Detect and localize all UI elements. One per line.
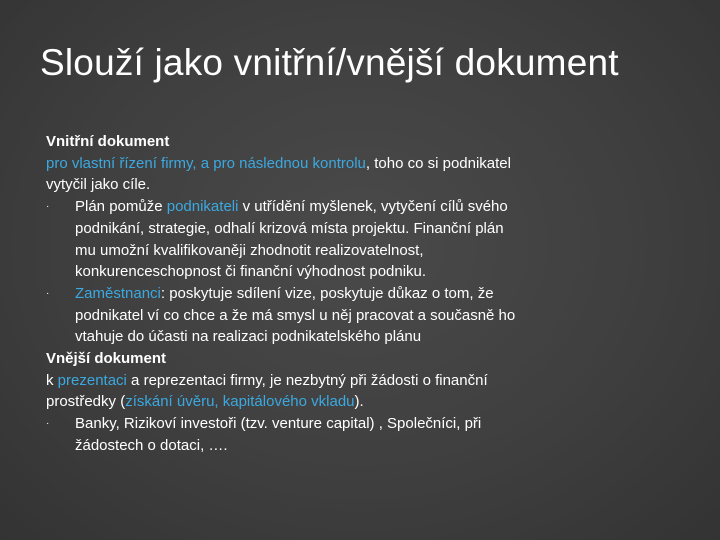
external-bullet-1: [46, 413, 666, 456]
internal-bullet-1: [46, 196, 666, 283]
bullet-2-line-2: podnikatel ví co chce a že má smysl u něj pracovat a současně ho: [75, 306, 516, 324]
external-text-1: a reprezentaci firmy, je nezbytný při žádosti o finanční: [126, 371, 488, 389]
bullet-1-highlight: podnikateli: [166, 198, 239, 216]
external-bullet-line-1: Banky, Rizikoví investoři (tzv. venture capital) , Společníci, při: [75, 415, 482, 433]
internal-intro-highlight: pro vlastní řízení firmy, a pro následnou kontrolu: [46, 154, 366, 172]
external-bullet-line-2: žádostech o dotaci, ….: [75, 436, 228, 454]
bullet-2-text: : poskytuje sdílení vize, poskytuje důkaz o tom, že: [160, 284, 494, 302]
internal-intro-line-2: vytyčil jako cíle.: [46, 176, 151, 194]
internal-intro-text: , toho co si podnikatel: [365, 154, 511, 172]
bullet-marker: ·: [46, 287, 50, 299]
bullet-1-line-3: mu umožní kvalifikovaněji zhodnotit realizovatelnost,: [75, 241, 424, 259]
external-line-2-pre: prostředky (: [46, 393, 126, 411]
bullet-1-pre: Plán pomůže: [75, 198, 167, 216]
bullet-marker: ·: [46, 418, 50, 430]
external-highlight-1: prezentaci: [57, 371, 127, 389]
slide-title: Slouží jako vnitřní/vnější dokument: [40, 42, 619, 83]
bullet-2-line-3: vtahuje do účasti na realizaci podnikatelského plánu: [75, 328, 422, 346]
external-line-1: [46, 370, 666, 392]
external-highlight-2: získání úvěru, kapitálového vkladu: [125, 393, 355, 411]
slide-body: [46, 131, 666, 457]
external-line-2-end: ).: [354, 393, 364, 411]
external-line-2: [46, 391, 666, 413]
external-heading: Vnější dokument: [46, 350, 167, 368]
bullet-2-highlight: Zaměstnanci: [75, 284, 161, 302]
internal-heading: Vnitřní dokument: [46, 133, 170, 150]
bullet-1-line-4: konkurenceschopnost či finanční výhodnost podniku.: [75, 263, 427, 281]
internal-intro-line-1: [46, 153, 666, 175]
bullet-marker: ·: [46, 201, 50, 213]
bullet-1-line-2: podnikání, strategie, odhalí krizová místa projektu. Finanční plán: [75, 219, 504, 237]
external-pre: k: [46, 371, 58, 389]
bullet-1-text: v utřídění myšlenek, vytyčení cílů svého: [238, 198, 508, 216]
internal-bullet-2: [46, 283, 666, 348]
